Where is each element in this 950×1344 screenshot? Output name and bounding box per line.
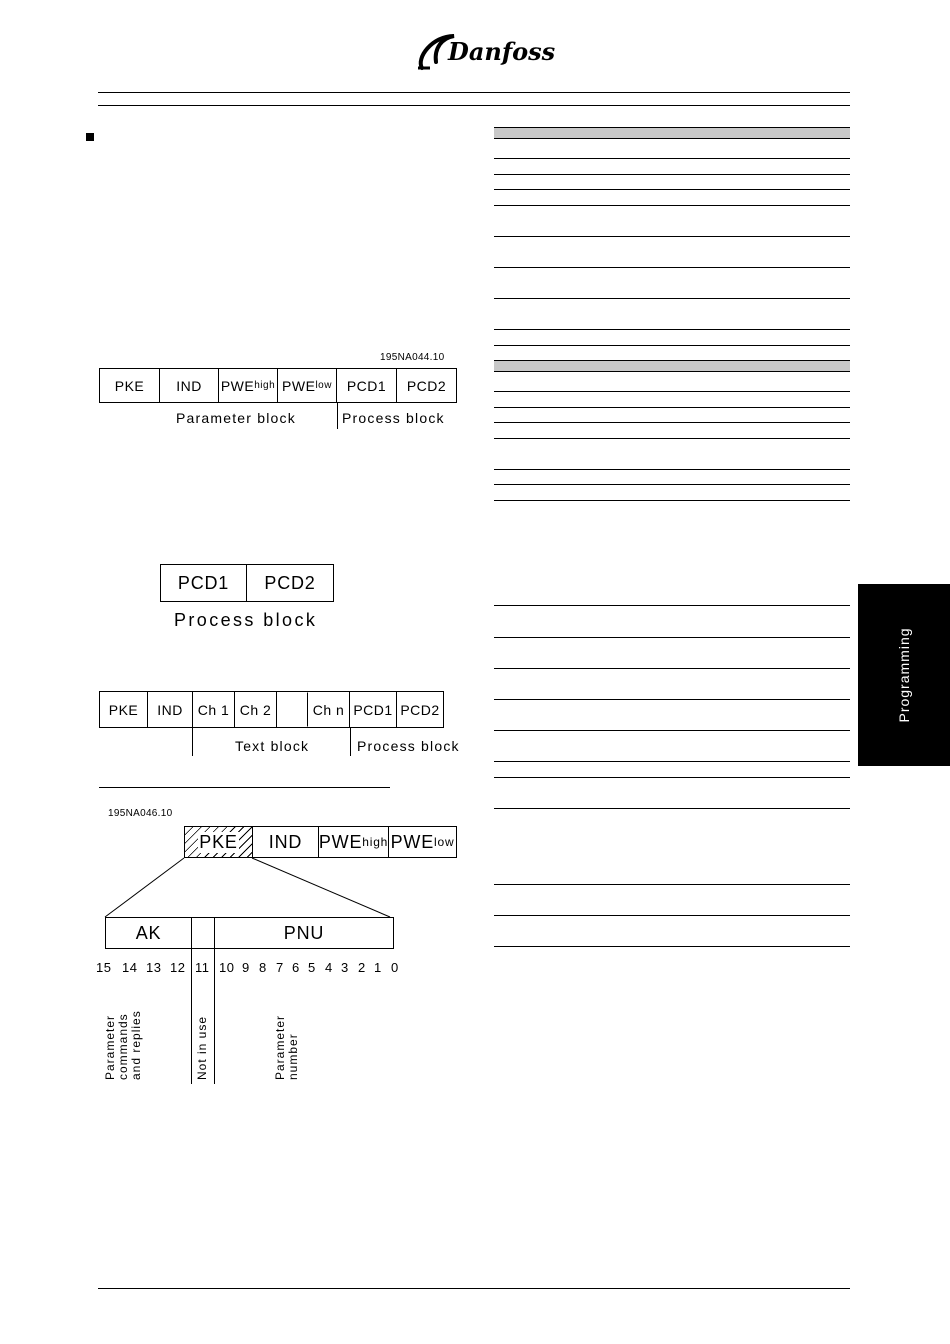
table-row-rule (494, 730, 850, 731)
cell-pwe-high: PWE high (319, 827, 389, 857)
cell-pcd1: PCD1 (161, 565, 247, 601)
unused-bit-left (191, 949, 192, 1084)
cell-pke: PKE (185, 827, 253, 857)
table-row-rule (494, 174, 850, 175)
cell-unused (192, 918, 215, 948)
side-tab (858, 584, 950, 766)
table-header (494, 360, 850, 372)
cell-pcd1: PCD1 (337, 369, 397, 402)
figure-code: 195NA046.10 (108, 808, 173, 819)
unused-bit-right (214, 949, 215, 1084)
table-row-rule (494, 407, 850, 408)
cell-pcd2: PCD2 (400, 701, 440, 718)
pke-diagram (184, 826, 457, 858)
telegram-diagram-2 (160, 564, 334, 602)
cell-ch1: Ch 1 (193, 692, 235, 727)
table-row-rule (494, 391, 850, 392)
header-rule-bottom (98, 105, 850, 106)
text-block-label: Text block (235, 738, 310, 754)
table-header (494, 127, 850, 139)
table-row-rule (494, 761, 850, 762)
cell-pke: PKE (100, 692, 148, 727)
cell-ind: IND (148, 692, 193, 727)
cell-chn: Ch n (308, 692, 350, 727)
table-row-rule (494, 158, 850, 159)
block-divider (337, 403, 338, 429)
table-row-rule (494, 469, 850, 470)
cell-gap (277, 692, 308, 727)
cell-ind: IND (253, 827, 319, 857)
section-rule (99, 787, 390, 788)
section-bullet (86, 133, 94, 141)
table-row-rule (494, 605, 850, 606)
cell-pke: PKE (100, 369, 160, 402)
figure-code: 195NA044.10 (380, 352, 445, 363)
header-rule-top (98, 92, 850, 93)
table-row-rule (494, 298, 850, 299)
table-row-rule (494, 189, 850, 190)
table-row-rule (494, 500, 850, 501)
table-row-rule (494, 345, 850, 346)
cell-pnu: PNU (283, 922, 325, 943)
cell-pwe-high: PWE high (219, 369, 278, 402)
table-row-rule (494, 205, 850, 206)
cell-pcd2: PCD2 (406, 377, 447, 394)
cell-pcd2: PCD2 (264, 572, 316, 593)
table-row-rule (494, 699, 850, 700)
expansion-lines (100, 855, 400, 920)
table-row-rule (494, 236, 850, 237)
telegram-diagram-3 (99, 691, 444, 728)
table-row-rule (494, 484, 850, 485)
label-unused: Not in use (195, 1015, 209, 1080)
cell-ak: AK (106, 918, 192, 948)
telegram-diagram-1 (99, 368, 457, 403)
parameter-block-label: Parameter block (176, 410, 296, 426)
process-block-label: Process block (342, 410, 445, 426)
side-tab-label: Programming (896, 627, 912, 723)
table-row-rule (494, 777, 850, 778)
table-row-rule (494, 915, 850, 916)
table-row-rule (494, 637, 850, 638)
table-row-rule (494, 808, 850, 809)
label-ak: Parameter commands and replies (103, 1010, 143, 1080)
cell-ch2: Ch 2 (235, 692, 277, 727)
cell-pwe-low: PWE low (390, 831, 455, 852)
pke-bits-diagram (105, 917, 394, 949)
table-row-rule (494, 884, 850, 885)
table-row-rule (494, 267, 850, 268)
process-block-divider (350, 728, 351, 756)
cell-pcd1: PCD1 (350, 692, 397, 727)
process-block-label: Process block (174, 610, 318, 630)
cell-ind: IND (160, 369, 219, 402)
process-block-label: Process block (357, 738, 460, 754)
table-row-rule (494, 668, 850, 669)
table-row-rule (494, 422, 850, 423)
table-row-rule (494, 946, 850, 947)
label-pnu: Parameter number (273, 1014, 300, 1080)
table-row-rule (494, 329, 850, 330)
text-block-divider (192, 728, 193, 756)
footer-rule (98, 1288, 850, 1289)
danfoss-logo (412, 28, 556, 74)
cell-pwe-low: PWE low (278, 369, 337, 402)
table-row-rule (494, 438, 850, 439)
brand-text: Danfoss (448, 37, 556, 66)
